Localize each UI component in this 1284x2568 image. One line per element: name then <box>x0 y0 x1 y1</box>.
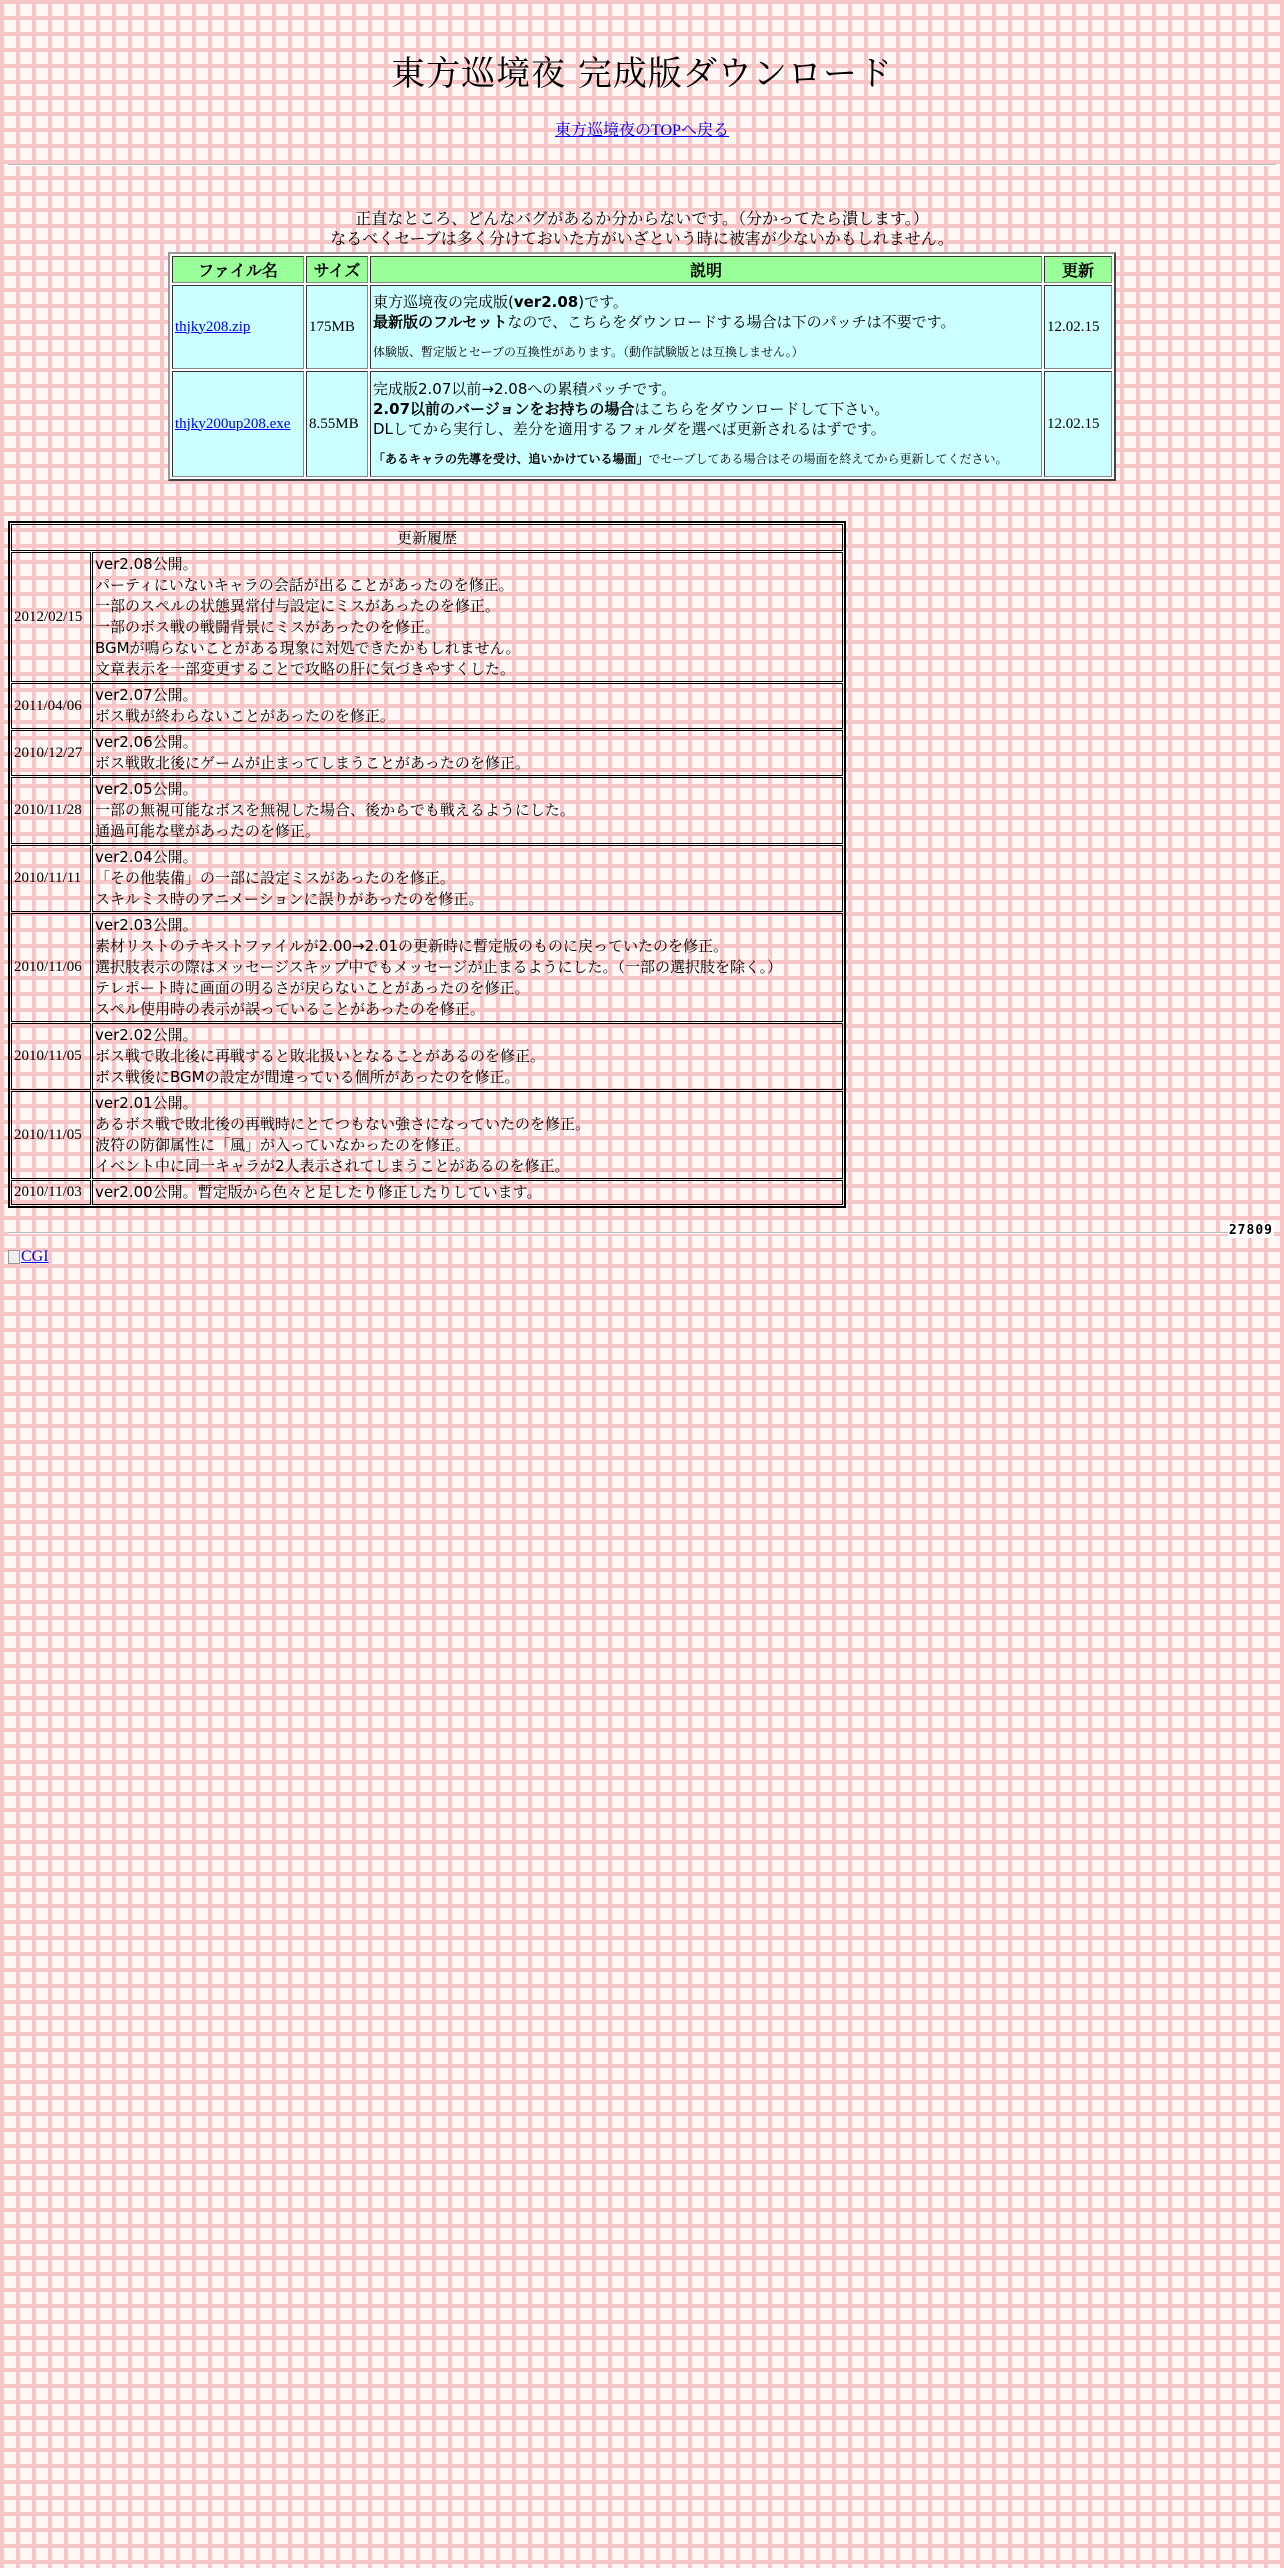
access-counter: 27809 <box>1228 1223 1273 1238</box>
history-line: 一部のスペルの状態異常付与設定にミスがあったのを修正。 <box>95 597 500 615</box>
history-line: ボス戦で敗北後に再戦すると敗北扱いとなることがあるのを修正。 <box>95 1047 546 1065</box>
description-cell <box>370 371 1042 477</box>
history-row <box>11 1091 843 1179</box>
history-line: BGMが鳴らないことがある現象に対処できたかもしれません。 <box>95 639 521 657</box>
history-line: ボス戦後にBGMの設定が間違っている個所があったのを修正。 <box>95 1068 520 1086</box>
history-date: 2011/04/06 <box>11 683 91 729</box>
size-cell: 175MB <box>306 285 368 369</box>
history-line: ver2.06公開。 <box>95 733 198 751</box>
history-date: 2010/11/05 <box>11 1091 91 1179</box>
desc-version: ver2.08 <box>513 293 579 311</box>
updated-cell: 12.02.15 <box>1044 371 1112 477</box>
history-line: ver2.02公開。 <box>95 1026 198 1044</box>
desc-text: 東方巡境夜の完成版( <box>373 293 514 311</box>
download-link-full[interactable]: thjky208.zip <box>175 318 251 335</box>
download-table-header <box>172 256 1112 283</box>
broken-image-icon <box>8 1250 20 1264</box>
history-line: 一部のボス戦の戦闘背景にミスがあったのを修正。 <box>95 618 440 636</box>
history-line: 通過可能な壁があったのを修正。 <box>95 822 320 840</box>
file-cell <box>172 371 304 477</box>
history-row <box>11 683 843 729</box>
download-row <box>172 285 1112 369</box>
desc-text: なので、こちらをダウンロードする場合は下のパッチは不要です。 <box>507 313 956 331</box>
history-line: スペル使用時の表示が誤っていることがあったのを修正。 <box>95 1000 485 1018</box>
back-to-top-link[interactable]: 東方巡境夜のTOPへ戻る <box>555 122 729 139</box>
history-line: 波符の防御属性に「風」が入っていなかったのを修正。 <box>95 1136 471 1154</box>
desc-note-text: でセーブしてある場合はその場面を終えてから更新してください。 <box>648 452 1008 466</box>
history-table <box>8 521 846 1208</box>
desc-note: 体験版、暫定版とセーブの互換性があります。（動作試験版とは互換しません。） <box>373 345 804 359</box>
header-size: サイズ <box>306 256 368 283</box>
history-line: ver2.07公開。 <box>95 686 198 704</box>
history-body <box>11 552 843 1205</box>
history-line: 選択肢表示の際はメッセージスキップ中でもメッセージが止まるようにした。（一部の選択肢を除く。） <box>95 958 783 976</box>
history-line: イベント中に同一キャラが2人表示されてしまうことがあるのを修正。 <box>95 1157 570 1175</box>
history-line: ボス戦が終わらないことがあったのを修正。 <box>95 707 395 725</box>
intro-text <box>8 210 1276 250</box>
download-row <box>172 371 1112 477</box>
history-detail <box>92 1180 843 1205</box>
download-link-patch[interactable]: thjky200up208.exe <box>175 415 291 432</box>
history-line: テレポート時に画面の明るさが戻らないことがあったのを修正。 <box>95 979 530 997</box>
divider-top <box>8 164 1276 166</box>
history-line: 文章表示を一部変更することで攻略の肝に気づきやすくした。 <box>95 660 516 678</box>
history-row <box>11 1180 843 1205</box>
history-line: 一部の無視可能なボスを無視した場合、後からでも戦えるようにした。 <box>95 801 575 819</box>
history-detail <box>92 913 843 1022</box>
history-line: ボス戦敗北後にゲームが止まってしまうことがあったのを修正。 <box>95 754 530 772</box>
desc-text: はこちらをダウンロードして下さい。 <box>634 400 890 418</box>
history-title: 更新履歴 <box>11 524 843 551</box>
history-date: 2010/11/11 <box>11 845 91 912</box>
download-table <box>168 252 1116 481</box>
history-line: 素材リストのテキストファイルが2.00→2.01の更新時に暫定版のものに戻っていたのを修正。 <box>95 937 729 955</box>
desc-emphasis: 2.07以前のバージョンをお持ちの場合 <box>373 400 635 418</box>
header-updated: 更新 <box>1044 256 1112 283</box>
history-detail <box>92 777 843 844</box>
history-row <box>11 913 843 1022</box>
cgi-link-label: CGI <box>21 1248 49 1265</box>
history-date: 2010/11/03 <box>11 1180 91 1205</box>
history-date: 2010/11/28 <box>11 777 91 844</box>
history-line: 「その他装備」の一部に設定ミスがあったのを修正。 <box>95 869 455 887</box>
history-line: ver2.05公開。 <box>95 780 198 798</box>
history-line: あるボス戦で敗北後の再戦時にとてつもない強さになっていたのを修正。 <box>95 1115 591 1133</box>
history-line: ver2.03公開。 <box>95 916 198 934</box>
history-row <box>11 552 843 682</box>
file-cell <box>172 285 304 369</box>
history-line: パーティにいないキャラの会話が出ることがあったのを修正。 <box>95 576 514 594</box>
history-line: スキルミス時のアニメーションに誤りがあったのを修正。 <box>95 890 484 908</box>
history-detail <box>92 552 843 682</box>
updated-cell: 12.02.15 <box>1044 285 1112 369</box>
desc-note <box>373 449 1039 469</box>
history-line: ver2.01公開。 <box>95 1094 198 1112</box>
desc-emphasis: 最新版のフルセット <box>373 313 508 331</box>
history-detail <box>92 730 843 776</box>
description-cell <box>370 285 1042 369</box>
intro-line-2: なるべくセーブは多く分けておいた方がいざという時に被害が少ないかもしれません。 <box>330 231 954 248</box>
history-date: 2012/02/15 <box>11 552 91 682</box>
desc-text: 完成版2.07以前→2.08への累積パッチです。 <box>373 380 677 398</box>
history-date: 2010/12/27 <box>11 730 91 776</box>
page-title: 東方巡境夜 完成版ダウンロード <box>391 54 893 94</box>
history-detail <box>92 1091 843 1179</box>
header-filename: ファイル名 <box>172 256 304 283</box>
cgi-link[interactable] <box>8 1248 49 1266</box>
history-date: 2010/11/06 <box>11 913 91 1022</box>
intro-line-1: 正直なところ、どんなバグがあるか分からないです。（分かってたら潰します。） <box>355 211 929 228</box>
history-date: 2010/11/05 <box>11 1023 91 1090</box>
desc-text: )です。 <box>578 293 628 311</box>
history-line: ver2.00公開。暫定版から色々と足したり修正したりしています。 <box>95 1183 542 1201</box>
page <box>0 0 1284 1266</box>
desc-text: DLしてから実行し、差分を適用するフォルダを選べば更新されるはずです。 <box>373 420 886 438</box>
history-row <box>11 1023 843 1090</box>
history-detail <box>92 845 843 912</box>
history-row <box>11 845 843 912</box>
history-header-row <box>11 524 843 551</box>
history-row <box>11 730 843 776</box>
history-detail <box>92 683 843 729</box>
header-description: 説明 <box>370 256 1042 283</box>
history-detail <box>92 1023 843 1090</box>
history-row <box>11 777 843 844</box>
top-link-container <box>8 117 1276 140</box>
desc-note-emphasis: 「あるキャラの先導を受け、追いかけている場面」 <box>373 452 649 466</box>
divider-bottom <box>8 1232 1276 1234</box>
size-cell: 8.55MB <box>306 371 368 477</box>
history-line: ver2.04公開。 <box>95 848 198 866</box>
history-line: ver2.08公開。 <box>95 555 198 573</box>
